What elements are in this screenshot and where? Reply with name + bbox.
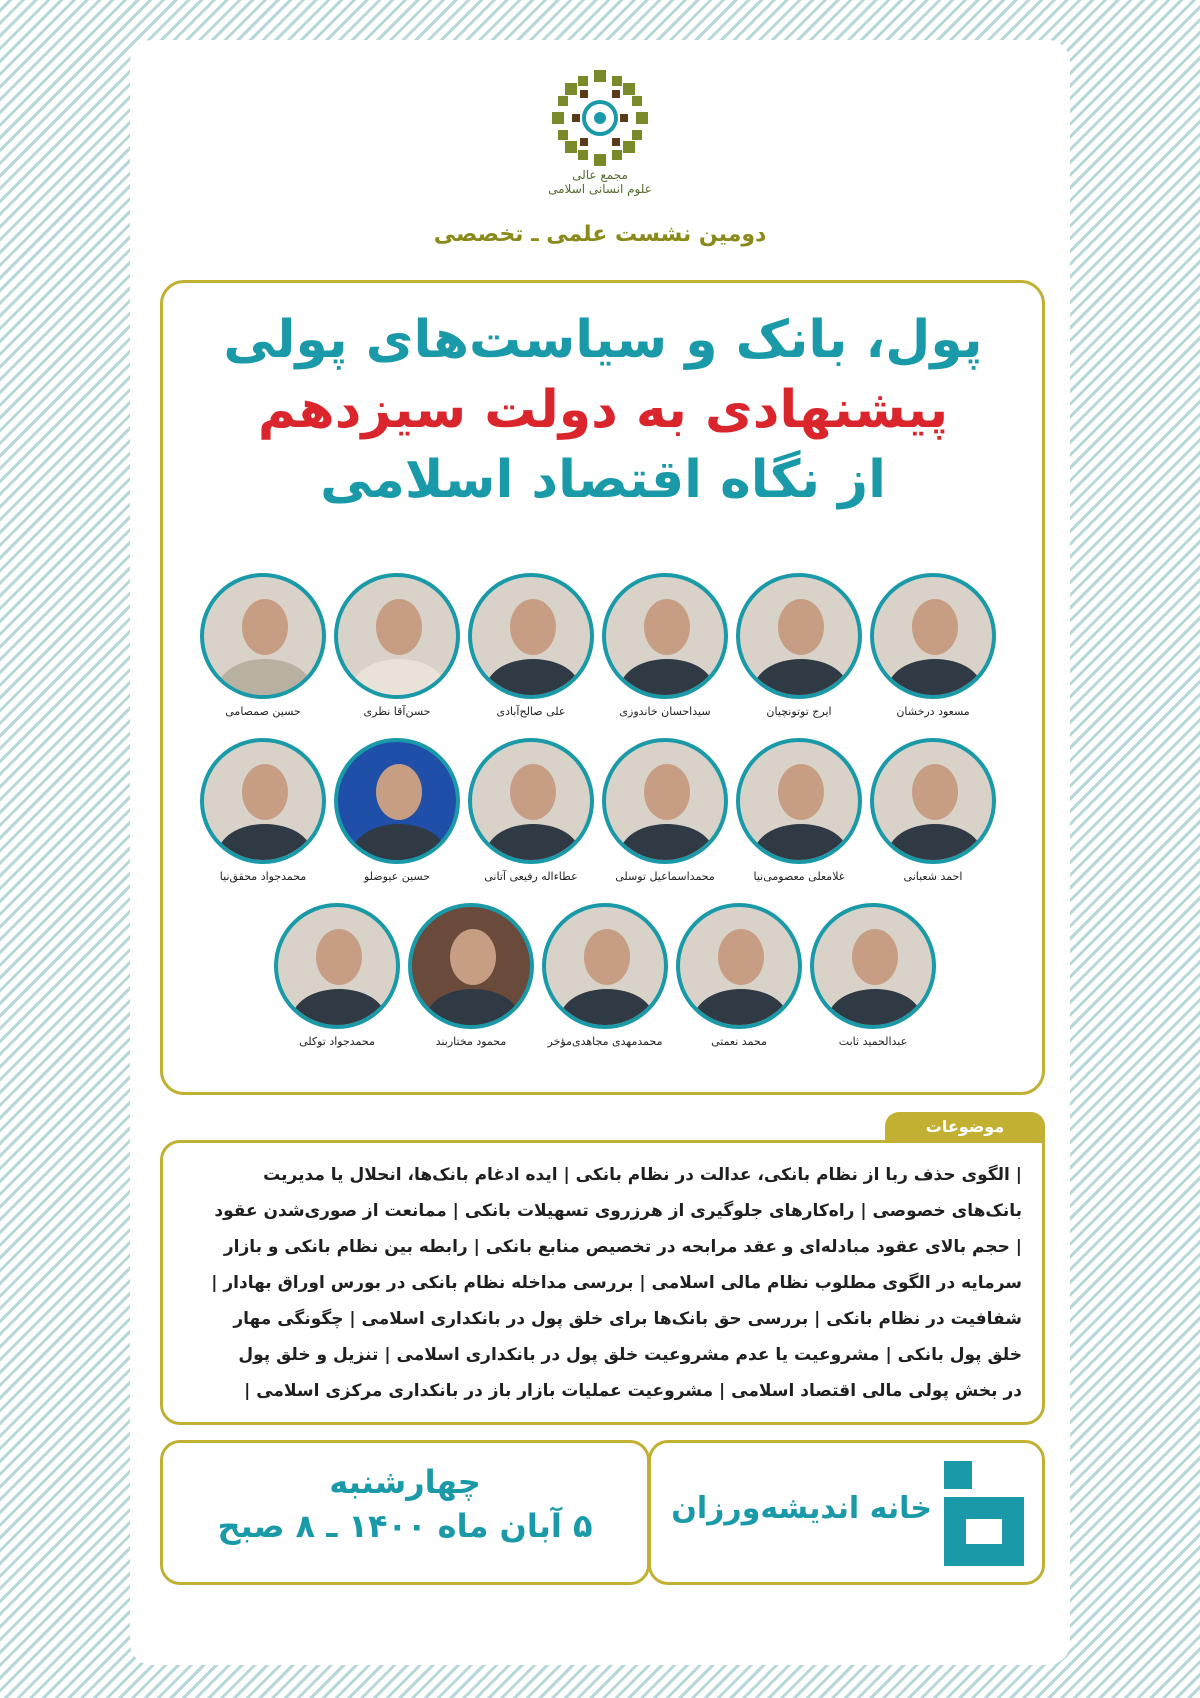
organizer-box xyxy=(648,1440,1045,1585)
speaker-photo xyxy=(408,903,534,1029)
event-date: ۵ آبان ماه ۱۴۰۰ ـ ۸ صبح xyxy=(217,1507,593,1545)
speaker-name: محمدجواد محقق‌نیا xyxy=(219,870,307,883)
speaker-card xyxy=(729,573,869,718)
speaker-name: حسین عیوضلو xyxy=(363,870,431,883)
topic-line: شفافیت در نظام بانکی | بررسی حق بانک‌ها برای خلق پول در بانکداری اسلامی | چگونگی مهار xyxy=(233,1309,1022,1329)
speaker-name: علی صالح‌آبادی xyxy=(496,705,566,718)
main-frame xyxy=(160,280,1045,1095)
speaker-photo xyxy=(468,738,594,864)
speaker-name: ایرج توتونچیان xyxy=(766,705,832,718)
speaker-card xyxy=(535,903,675,1048)
topic-line: خلق پول بانکی | مشروعیت یا عدم مشروعیت خلق پول در بانکداری اسلامی | تنزیل و خلق پول xyxy=(238,1345,1022,1365)
speaker-photo xyxy=(810,903,936,1029)
speaker-name: محمود مختاربند xyxy=(435,1035,507,1048)
speaker-photo xyxy=(676,903,802,1029)
speaker-card xyxy=(669,903,809,1048)
speaker-photo xyxy=(736,573,862,699)
logo-line-2: علوم انسانی اسلامی xyxy=(548,182,652,196)
speakers-grid xyxy=(163,573,1043,1073)
speaker-card xyxy=(267,903,407,1048)
speaker-name: عبدالحمید ثابت xyxy=(838,1035,908,1048)
speaker-card xyxy=(595,738,735,883)
topics-list xyxy=(160,1140,1045,1425)
speaker-name: عطاءاله رفیعی آتانی xyxy=(484,870,578,883)
organizer-name: خانه اندیشه‌ورزان xyxy=(671,1491,932,1526)
speaker-photo xyxy=(736,738,862,864)
speaker-photo xyxy=(200,573,326,699)
speaker-name: محمداسماعیل توسلی xyxy=(615,870,715,883)
speaker-card xyxy=(327,738,467,883)
topic-line: بانک‌های خصوصی | راه‌کارهای جلوگیری از هرزروی تسهیلات بانکی | ممانعت از صوری‌شدن عقود xyxy=(214,1201,1022,1221)
speaker-card xyxy=(863,573,1003,718)
speaker-card xyxy=(461,738,601,883)
speaker-name: محمدمهدی مجاهدی‌مؤخر xyxy=(547,1035,663,1048)
speaker-card xyxy=(729,738,869,883)
speaker-name: محمد نعمتی xyxy=(711,1035,767,1048)
event-datetime xyxy=(160,1440,650,1585)
headline-line-2: پیشنهادی به دولت سیزدهم xyxy=(257,380,949,440)
organizer-logo-icon xyxy=(944,1461,1024,1566)
headline-line-1: پول، بانک و سیاست‌های پولی xyxy=(223,310,983,370)
academy-emblem-icon xyxy=(550,68,650,168)
speaker-photo xyxy=(870,573,996,699)
event-day: چهارشنبه xyxy=(329,1463,481,1501)
headline-line-3: از نگاه اقتصاد اسلامی xyxy=(320,450,886,510)
topics-tab: موضوعات xyxy=(885,1112,1045,1142)
speaker-photo xyxy=(274,903,400,1029)
speaker-photo xyxy=(602,738,728,864)
logo-line-1: مجمع عالی xyxy=(572,168,628,182)
speaker-card xyxy=(595,573,735,718)
speaker-name: سیداحسان خاندوزی xyxy=(619,705,711,718)
speaker-photo xyxy=(602,573,728,699)
speaker-photo xyxy=(200,738,326,864)
speaker-card xyxy=(401,903,541,1048)
speaker-photo xyxy=(468,573,594,699)
speaker-name: حسین صمصامی xyxy=(225,705,301,718)
speaker-name: احمد شعبانی xyxy=(903,870,963,883)
speaker-name: مسعود درخشان xyxy=(896,705,970,718)
speaker-photo xyxy=(870,738,996,864)
topic-line: در بخش پولی مالی اقتصاد اسلامی | مشروعیت عملیات بازار باز در بانکداری مرکزی اسلامی | xyxy=(244,1381,1022,1401)
speaker-photo xyxy=(542,903,668,1029)
topic-line: سرمایه در الگوی مطلوب نظام مالی اسلامی | بررسی مداخله نظام بانکی در بورس اوراق بهادار | xyxy=(211,1273,1022,1293)
speaker-card xyxy=(193,738,333,883)
speaker-name: غلامعلی معصومی‌نیا xyxy=(753,870,845,883)
speaker-card xyxy=(193,573,333,718)
speaker-card xyxy=(863,738,1003,883)
topic-line: | الگوی حذف ربا از نظام بانکی، عدالت در نظام بانکی | ایده ادغام بانک‌ها، انحلال یا مدیریت xyxy=(263,1165,1022,1185)
speaker-card xyxy=(327,573,467,718)
headline xyxy=(173,305,1033,515)
speaker-card xyxy=(803,903,943,1048)
speaker-photo xyxy=(334,738,460,864)
speaker-photo xyxy=(334,573,460,699)
event-subtitle: دومین نشست علمی ـ تخصصی xyxy=(433,222,767,247)
speaker-name: محمدجواد توکلی xyxy=(299,1035,375,1048)
speaker-card xyxy=(461,573,601,718)
speaker-name: حسن‌آقا نظری xyxy=(363,705,431,718)
academy-logo xyxy=(520,68,680,218)
topic-line: | حجم بالای عقود مبادله‌ای و عقد مرابحه در تخصیص منابع بانکی | رابطه بین نظام بانکی و بازار xyxy=(223,1237,1022,1257)
